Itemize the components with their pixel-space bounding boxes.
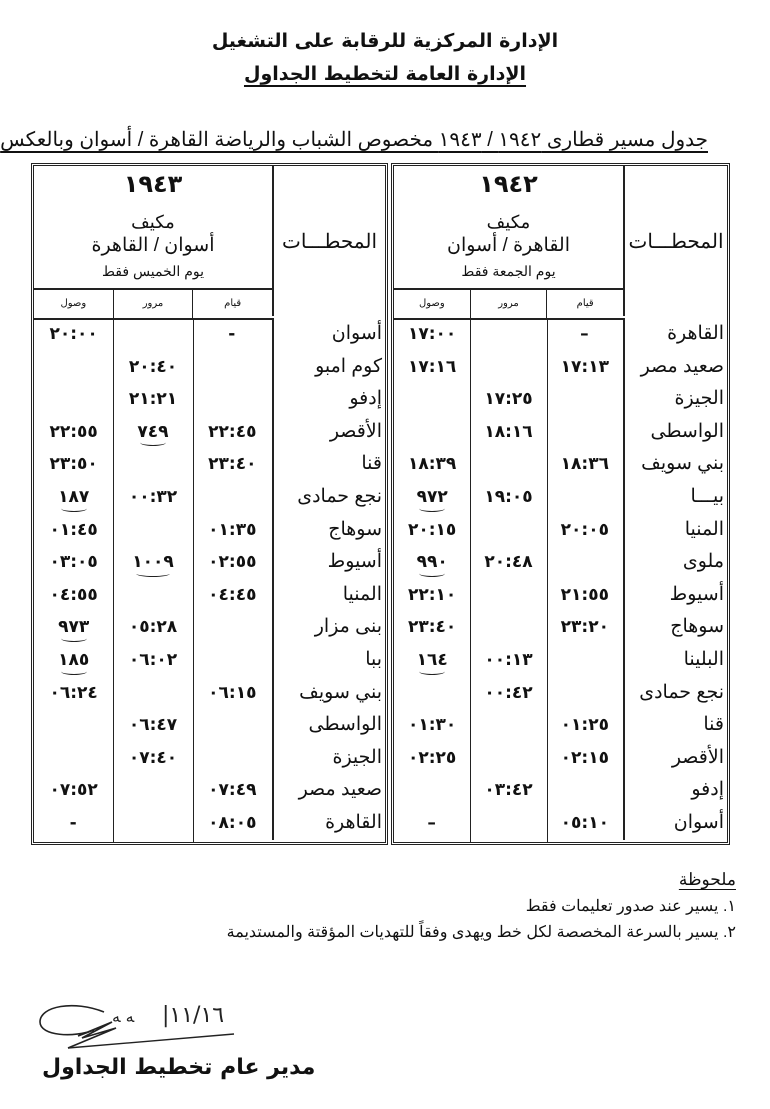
pass-time: ٢٠:٤٠ <box>128 356 178 377</box>
train-header <box>34 166 272 316</box>
col-header-pass: مرور <box>470 290 547 318</box>
station-name: الواسطى <box>272 709 385 742</box>
departure-time: ٩٧٢ <box>417 481 448 514</box>
arrival-time <box>547 774 623 807</box>
pass-time: ٠٦:٤٧ <box>128 715 178 736</box>
timetable-1942 <box>391 163 730 845</box>
station-name: سوهاج <box>623 611 727 644</box>
time-column-headers <box>394 288 623 320</box>
arrival-time: ٠٨:٠٥ <box>208 813 257 833</box>
pass-time: ١٨:١٦ <box>484 421 533 442</box>
table-row <box>394 774 727 807</box>
departure-time: ٩٧٣ <box>58 611 89 644</box>
table-row <box>34 579 385 612</box>
pass-time: ٠٠:٤٢ <box>484 682 533 703</box>
departure-time: ١٨:٣٩ <box>408 454 457 475</box>
col-header-arrival: وصول <box>60 298 87 309</box>
station-name: أسوان <box>272 318 385 351</box>
train-type: مكيف <box>131 212 175 232</box>
timetable-rows <box>34 318 385 842</box>
table-row <box>394 448 727 481</box>
table-row <box>394 318 727 351</box>
station-name: المنيا <box>272 579 385 612</box>
pass-time: ٢٠:٤٨ <box>484 552 533 573</box>
departure-time: ٢٢:١٠ <box>408 584 457 605</box>
pass-time: ١٠٠٩ <box>132 546 174 579</box>
col-header-departure: قيام <box>192 290 272 318</box>
arrival-time <box>193 481 272 514</box>
arrival-time: ٠١:٣٥ <box>208 519 257 540</box>
note-item-1: ١. يسير عند صدور تعليمات فقط <box>525 898 736 915</box>
note-item-2: ٢. يسير بالسرعة المخصصة لكل خط ويهدى وفقاً للتهديات المؤقتة والمستديمة <box>226 924 736 941</box>
arrival-time <box>547 644 623 677</box>
arrival-time <box>193 351 272 384</box>
train-number: ١٩٤٣ <box>123 170 183 198</box>
signatory-title: مدير عام تخطيط الجداول <box>42 1055 316 1080</box>
notes-section <box>227 870 736 946</box>
table-row <box>394 709 727 742</box>
table-row <box>394 481 727 514</box>
pass-time: ٠٥:٢٨ <box>128 617 178 638</box>
departure-time: ٠٤:٥٥ <box>49 584 98 605</box>
arrival-time: – <box>580 324 590 344</box>
station-name: بني سويف <box>272 677 385 710</box>
table-row <box>34 677 385 710</box>
arrival-time: ٠٥:١٠ <box>560 813 609 833</box>
departure-time: ١٧:٠٠ <box>408 324 457 344</box>
departure-time: ١٧:١٦ <box>408 356 457 377</box>
station-name: بني سويف <box>623 448 727 481</box>
departure-time: – <box>427 813 437 833</box>
pass-time: ١٧:٢٥ <box>484 389 533 410</box>
arrival-time <box>547 383 623 416</box>
departure-time: ٠٧:٥٢ <box>49 780 98 801</box>
arrival-time: ١٧:١٣ <box>560 356 609 377</box>
table-row <box>34 448 385 481</box>
departure-time: - <box>69 813 78 833</box>
svg-text:ﻪ ﻪ: ﻪ ﻪ <box>112 1007 135 1026</box>
operating-day: يوم الخميس فقط <box>102 263 204 279</box>
arrival-time: ٢٠:٠٥ <box>560 519 609 540</box>
pass-time: ٠٠:٣٢ <box>128 487 178 507</box>
station-name: أسيوط <box>623 579 727 612</box>
station-name: الجيزة <box>623 383 727 416</box>
station-name: صعيد مصر <box>623 351 727 384</box>
departure-time: ٠١:٤٥ <box>49 519 98 540</box>
organization-name: الإدارة المركزية للرقابة على التشغيل <box>211 30 559 52</box>
departure-time: ٢٣:٤٠ <box>408 617 457 638</box>
departure-time: ٠٢:٢٥ <box>408 747 457 768</box>
station-name: إدفو <box>623 774 727 807</box>
pass-time: ٠٦:٠٢ <box>128 650 178 670</box>
station-name: نجع حمادى <box>272 481 385 514</box>
departure-time: ٢٠:١٥ <box>408 519 457 540</box>
table-row <box>34 481 385 514</box>
pass-time: ٠٧:٤٠ <box>128 747 178 768</box>
table-row <box>394 351 727 384</box>
station-name: المنيا <box>623 514 727 547</box>
station-name: أسيوط <box>272 546 385 579</box>
notes-title: ملحوظة <box>678 870 736 889</box>
departure-time: ٩٩٠ <box>417 546 448 579</box>
table-row <box>34 546 385 579</box>
station-name: البلينا <box>623 644 727 677</box>
arrival-time: ٢٣:٤٠ <box>208 454 257 475</box>
table-row <box>34 383 385 416</box>
station-name: قنا <box>272 448 385 481</box>
document-title: جدول مسير قطارى ١٩٤٢ / ١٩٤٣ مخصوص الشباب والرياضة القاهرة / أسوان وبالعكس <box>0 129 708 151</box>
arrival-time: ٠٧:٤٩ <box>208 780 257 801</box>
station-name: أسوان <box>623 807 727 840</box>
arrival-time <box>547 481 623 514</box>
train-route: أسوان / القاهرة <box>91 235 215 256</box>
arrival-time: ٠١:٢٥ <box>560 715 609 736</box>
arrival-time: ٢٢:٤٥ <box>208 421 257 442</box>
table-row <box>34 351 385 384</box>
department-name <box>0 63 770 85</box>
arrival-time <box>193 611 272 644</box>
signature-scribble-icon <box>34 992 264 1052</box>
col-header-arrival: وصول <box>418 298 445 309</box>
station-name: الجيزة <box>272 742 385 775</box>
table-row <box>34 644 385 677</box>
station-name: ملوى <box>623 546 727 579</box>
train-route: القاهرة / أسوان <box>446 235 570 256</box>
arrival-time: ٢٣:٢٠ <box>560 617 609 638</box>
arrival-time <box>193 383 272 416</box>
arrival-time: ٠٢:٥٥ <box>208 552 257 573</box>
arrival-time: ٠٦:١٥ <box>208 682 257 703</box>
table-row <box>34 807 385 840</box>
arrival-time <box>547 677 623 710</box>
arrival-time <box>547 546 623 579</box>
timetable-1943 <box>31 163 388 845</box>
departure-time: ٠٦:٢٤ <box>49 682 98 703</box>
station-name: الأقصر <box>623 742 727 775</box>
station-column-header: المحطـــات <box>272 166 385 316</box>
table-row <box>34 742 385 775</box>
arrival-time <box>547 416 623 449</box>
departure-time: ١٨٥ <box>58 644 89 677</box>
svg-text:|١١/١٦: |١١/١٦ <box>162 1003 225 1028</box>
table-row <box>394 742 727 775</box>
table-row <box>394 611 727 644</box>
train-header <box>394 166 623 316</box>
col-header-pass: مرور <box>113 290 193 318</box>
table-row <box>34 611 385 644</box>
table-row <box>34 774 385 807</box>
departure-time: ٢٣:٥٠ <box>49 454 98 475</box>
handwritten-signature <box>34 992 264 1056</box>
col-header-departure: قيام <box>546 290 623 318</box>
station-name: قنا <box>623 709 727 742</box>
table-row <box>394 416 727 449</box>
table-row <box>394 383 727 416</box>
table-row <box>34 514 385 547</box>
station-name: الأقصر <box>272 416 385 449</box>
train-type: مكيف <box>486 212 531 232</box>
departure-time: ٢٢:٥٥ <box>49 421 98 442</box>
station-name: القاهرة <box>623 318 727 351</box>
table-row <box>394 546 727 579</box>
department-name-text: الإدارة العامة لتخطيط الجداول <box>243 63 527 85</box>
arrival-time: ١٨:٣٦ <box>560 454 609 475</box>
table-row <box>394 807 727 840</box>
operating-day: يوم الجمعة فقط <box>461 263 556 279</box>
departure-time: ٢٠:٠٠ <box>49 324 98 344</box>
table-row <box>34 318 385 351</box>
station-name: كوم امبو <box>272 351 385 384</box>
train-number: ١٩٤٢ <box>479 170 538 198</box>
departure-time: ٠١:٣٠ <box>408 715 457 736</box>
departure-time: ١٦٤ <box>417 644 448 677</box>
table-row <box>394 644 727 677</box>
departure-time: ١٨٧ <box>58 481 89 514</box>
departure-time: ٠٣:٠٥ <box>49 552 98 573</box>
station-name: الواسطى <box>623 416 727 449</box>
arrival-time: ٠٤:٤٥ <box>208 584 257 605</box>
arrival-time <box>193 742 272 775</box>
pass-time: ٠٠:١٣ <box>484 650 533 670</box>
timetable-rows <box>394 318 727 842</box>
station-column-header: المحطـــات <box>623 166 727 316</box>
arrival-time: ٠٢:١٥ <box>560 747 609 768</box>
table-row <box>394 579 727 612</box>
station-name: ببا <box>272 644 385 677</box>
table-row <box>394 677 727 710</box>
station-name: سوهاج <box>272 514 385 547</box>
table-row <box>34 709 385 742</box>
station-name: نجع حمادى <box>623 677 727 710</box>
table-row <box>34 416 385 449</box>
station-name: بنى مزار <box>272 611 385 644</box>
pass-time: ١٩:٠٥ <box>484 487 533 507</box>
station-name: بيـــا <box>623 481 727 514</box>
arrival-time: - <box>228 324 237 344</box>
arrival-time: ٢١:٥٥ <box>560 584 609 605</box>
table-row <box>394 514 727 547</box>
station-name: إدفو <box>272 383 385 416</box>
pass-time: ٠٣:٤٢ <box>484 780 533 801</box>
arrival-time <box>193 709 272 742</box>
time-column-headers <box>34 288 272 320</box>
arrival-time <box>193 644 272 677</box>
station-name: صعيد مصر <box>272 774 385 807</box>
station-name: القاهرة <box>272 807 385 840</box>
pass-time: ٧٤٩ <box>137 416 168 449</box>
pass-time: ٢١:٢١ <box>128 389 178 410</box>
